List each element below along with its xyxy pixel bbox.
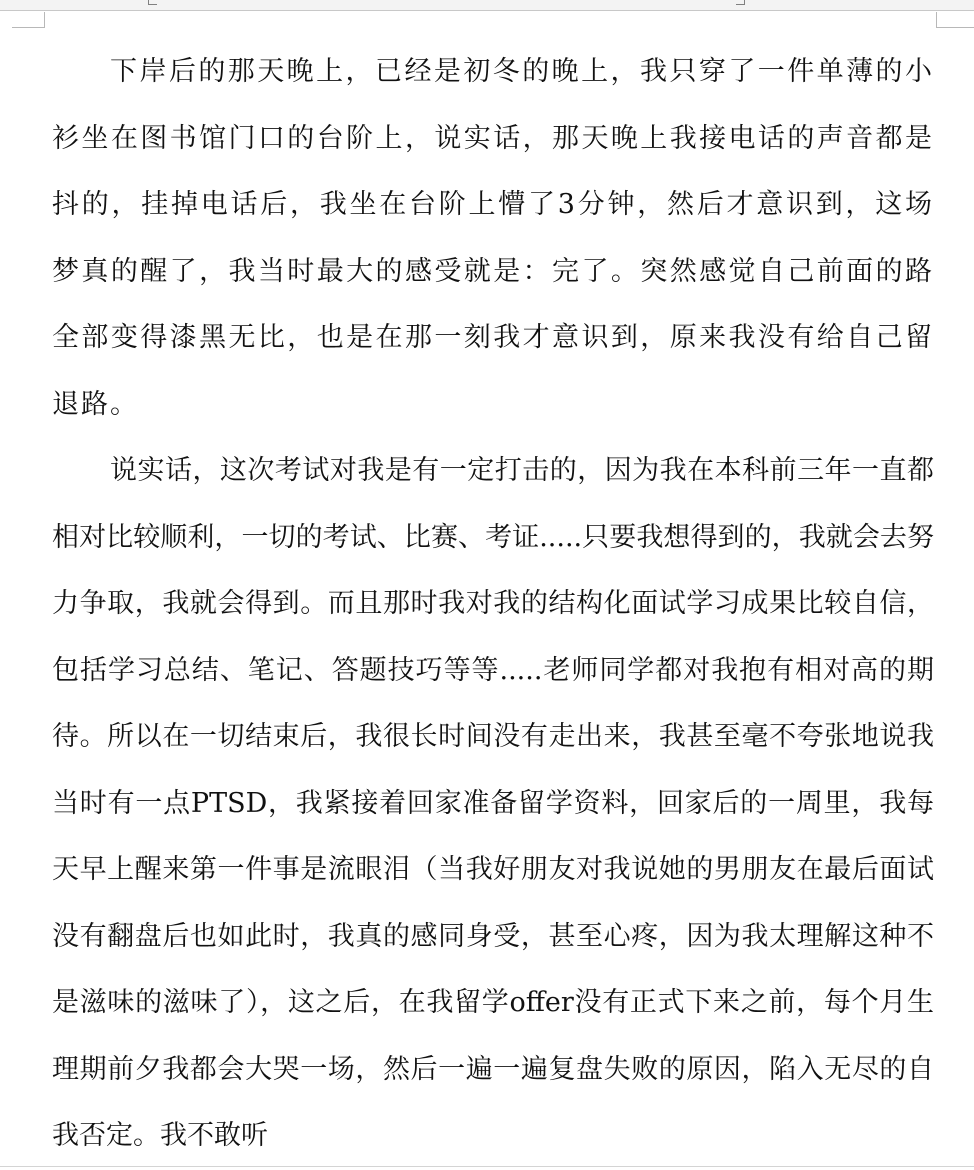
indent-marker-right [736,0,745,5]
paragraph-2[interactable]: 说实话，这次考试对我是有一定打击的，因为我在本科前三年一直都相对比较顺利，一切的考试、比赛、考证.....只要我想得到的，我就会去努力争取，我就会得到。而且那时我对我的结构化面试学习成果比较自信，包括学习总结、笔记、答题技巧等等.....老师同学都对我抱有相对高的期待。所以在一切结束后，我很长时间没有走出来，我甚至毫不夸张地说我当时有一点PTSD，我紧接着回家准备留学资料，回家后的一周里，我每天早上醒来第一件事是流眼泪（当我好朋友对我说她的男朋友在最后面试没有翻盘后也如此时，我真的感同身受，甚至心疼，因为我太理解这种不是滋味的滋味了），这之后，在我留学offer没有正式下来之前，每个月生理期前夕我都会大哭一场，然后一遍一遍复盘失败的原因，陷入无尽的自我否定。我不敢听 [52,455,934,1151]
document-body[interactable] [52,39,934,1170]
page-bottom-edge [0,1166,974,1167]
margin-corner-mark-left [12,12,45,28]
page-top-edge [0,0,974,11]
indent-marker-left [148,0,157,5]
margin-corner-mark-right [936,12,974,28]
paragraph-1[interactable]: 下岸后的那天晚上，已经是初冬的晚上，我只穿了一件单薄的小衫坐在图书馆门口的台阶上，说实话，那天晚上我接电话的声音都是抖的，挂掉电话后，我坐在台阶上懵了3分钟，然后才意识到，这场梦真的醒了，我当时最大的感受就是：完了。突然感觉自己前面的路全部变得漆黑无比，也是在那一刻我才意识到，原来我没有给自己留退路。 [52,56,934,420]
